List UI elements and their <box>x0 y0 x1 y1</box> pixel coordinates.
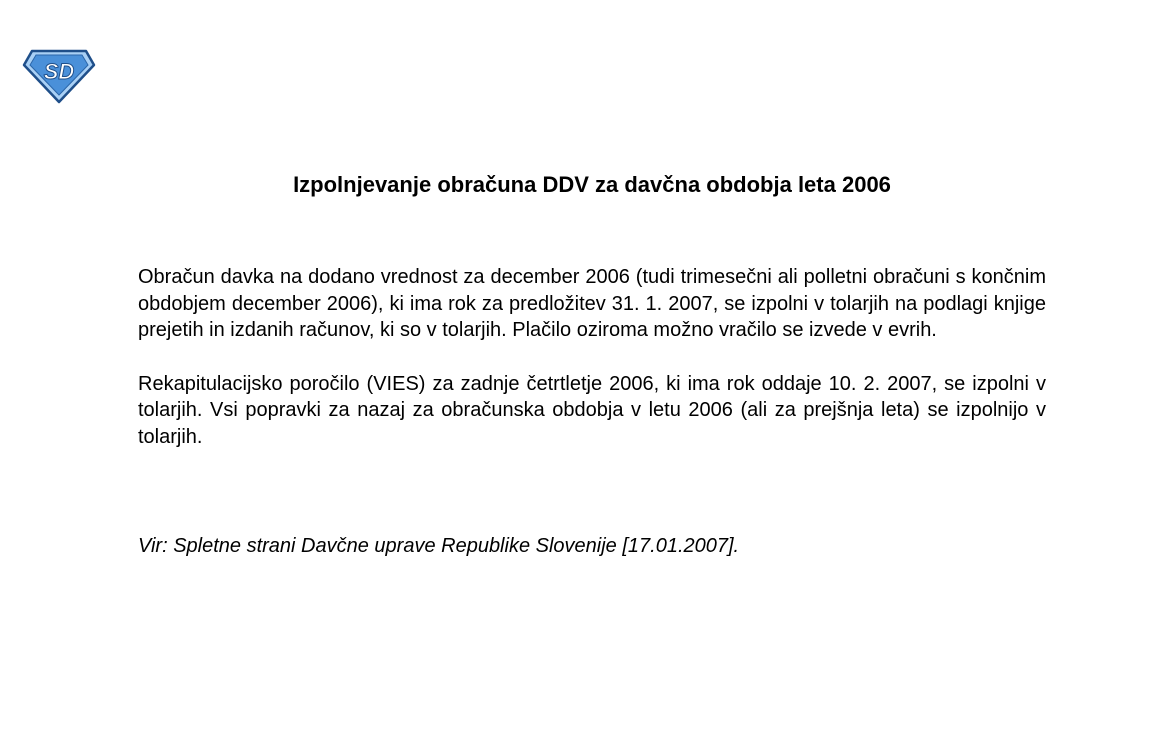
document-title: Izpolnjevanje obračuna DDV za davčna obdobja leta 2006 <box>293 172 891 197</box>
sd-shield-logo-icon <box>22 48 96 104</box>
paragraph-vies-report: Rekapitulacijsko poročilo (VIES) za zadnje četrtletje 2006, ki ima rok oddaje 10. 2. 2007, se izpolni v tolarjih. Vsi popravki za nazaj za obračunska obdobja v letu 2006 (ali za prejšnja leta) se izpolnijo v tolarjih. <box>138 372 1046 448</box>
source-citation: Vir: Spletne strani Davčne uprave Republike Slovenije [17.01.2007]. <box>138 535 740 557</box>
logo-text: SD <box>43 59 75 84</box>
document-body <box>138 264 1046 450</box>
paragraph-ddv-december: Obračun davka na dodano vrednost za december 2006 (tudi trimesečni ali polletni obračuni s končnim obdobjem december 2006), ki ima rok za predložitev 31. 1. 2007, se izpolni v tolarjih na podlagi knjige prejetih in izdanih računov, ki so v tolarjih. Plačilo oziroma možno vračilo se izvede v evrih. <box>138 266 1046 341</box>
